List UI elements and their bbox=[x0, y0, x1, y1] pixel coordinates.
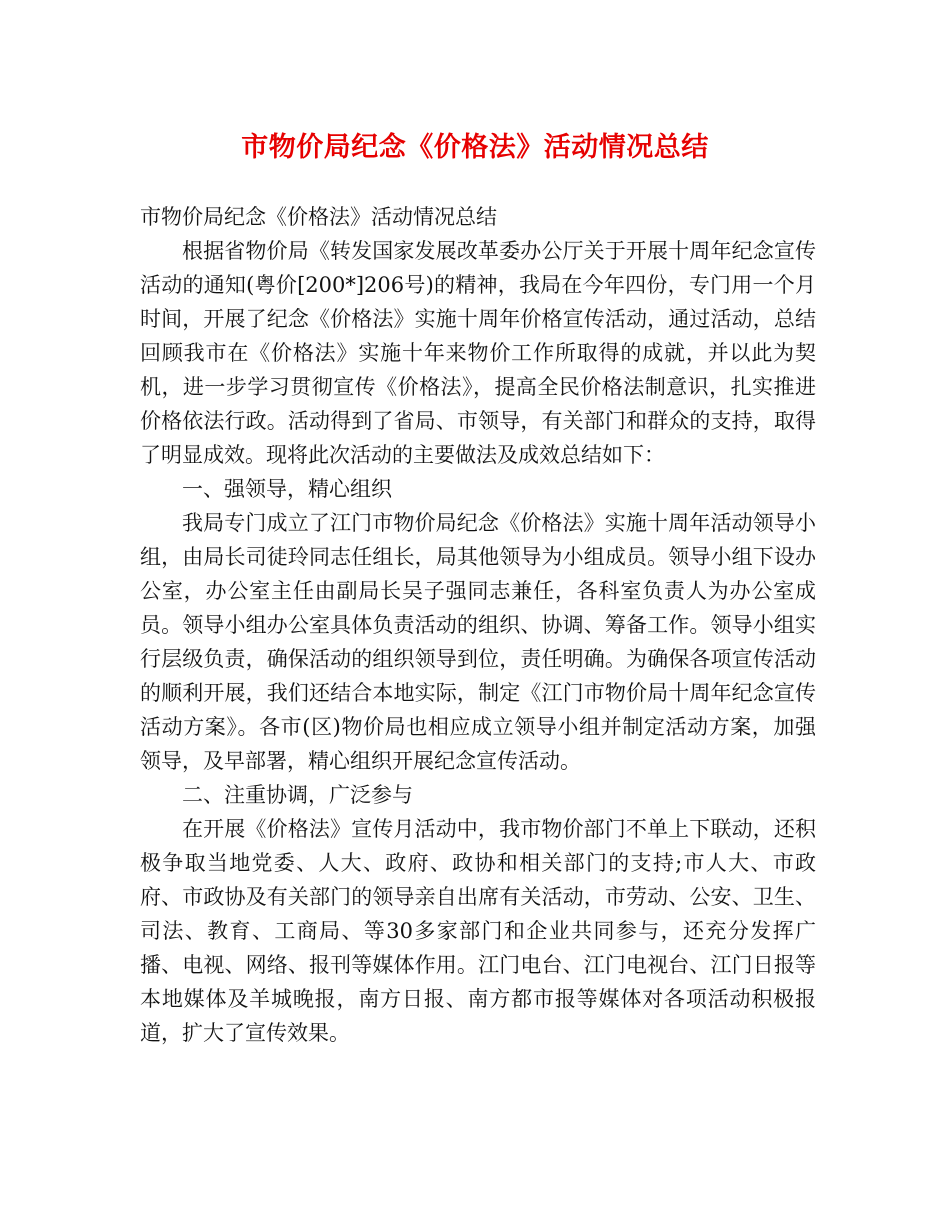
document-body bbox=[140, 200, 816, 1050]
document-title: 市物价局纪念《价格法》活动情况总结 bbox=[241, 132, 709, 163]
section-heading-1: 一、强领导，精心组织 bbox=[182, 477, 392, 501]
intro-paragraph: 根据省物价局《转发国家发展改革委办公厅关于开展十周年纪念宣传活动的通知(粤价[200*]206号)的精神，我局在今年四份，专门用一个月时间，开展了纪念《价格法》实施十周年价格宣传活动，通过活动，总结回顾我市在《价格法》实施十年来物价工作所取得的成就，并以此为契机，进一步学习贯彻宣传《价格法》，提高全民价格法制意识，扎实推进价格依法行政。活动得到了省局、市领导，有关部门和群众的支持，取得了明显成效。现将此次活动的主要做法及成效总结如下： bbox=[140, 239, 816, 467]
section-heading-2: 二、注重协调，广泛参与 bbox=[182, 783, 413, 807]
body-heading: 市物价局纪念《价格法》活动情况总结 bbox=[140, 205, 497, 229]
section-paragraph-1: 我局专门成立了江门市物价局纪念《价格法》实施十周年活动领导小组，由局长司徒玲同志任组长，局其他领导为小组成员。领导小组下设办公室，办公室主任由副局长吴子强同志兼任，各科室负责人为办公室成员。领导小组办公室具体负责活动的组织、协调、筹备工作。领导小组实行层级负责，确保活动的组织领导到位，责任明确。为确保各项宣传活动的顺利开展，我们还结合本地实际，制定《江门市物价局十周年纪念宣传活动方案》。各市(区)物价局也相应成立领导小组并制定活动方案，加强领导，及早部署，精心组织开展纪念宣传活动。 bbox=[140, 511, 816, 773]
section-paragraph-2: 在开展《价格法》宣传月活动中，我市物价部门不单上下联动，还积极争取当地党委、人大、政府、政协和相关部门的支持;市人大、市政府、市政协及有关部门的领导亲自出席有关活动，市劳动、公安、卫生、司法、教育、工商局、等30多家部门和企业共同参与，还充分发挥广播、电视、网络、报刊等媒体作用。江门电台、江门电视台、江门日报等本地媒体及羊城晚报，南方日报、南方都市报等媒体对各项活动积极报道，扩大了宣传效果。 bbox=[140, 817, 816, 1045]
